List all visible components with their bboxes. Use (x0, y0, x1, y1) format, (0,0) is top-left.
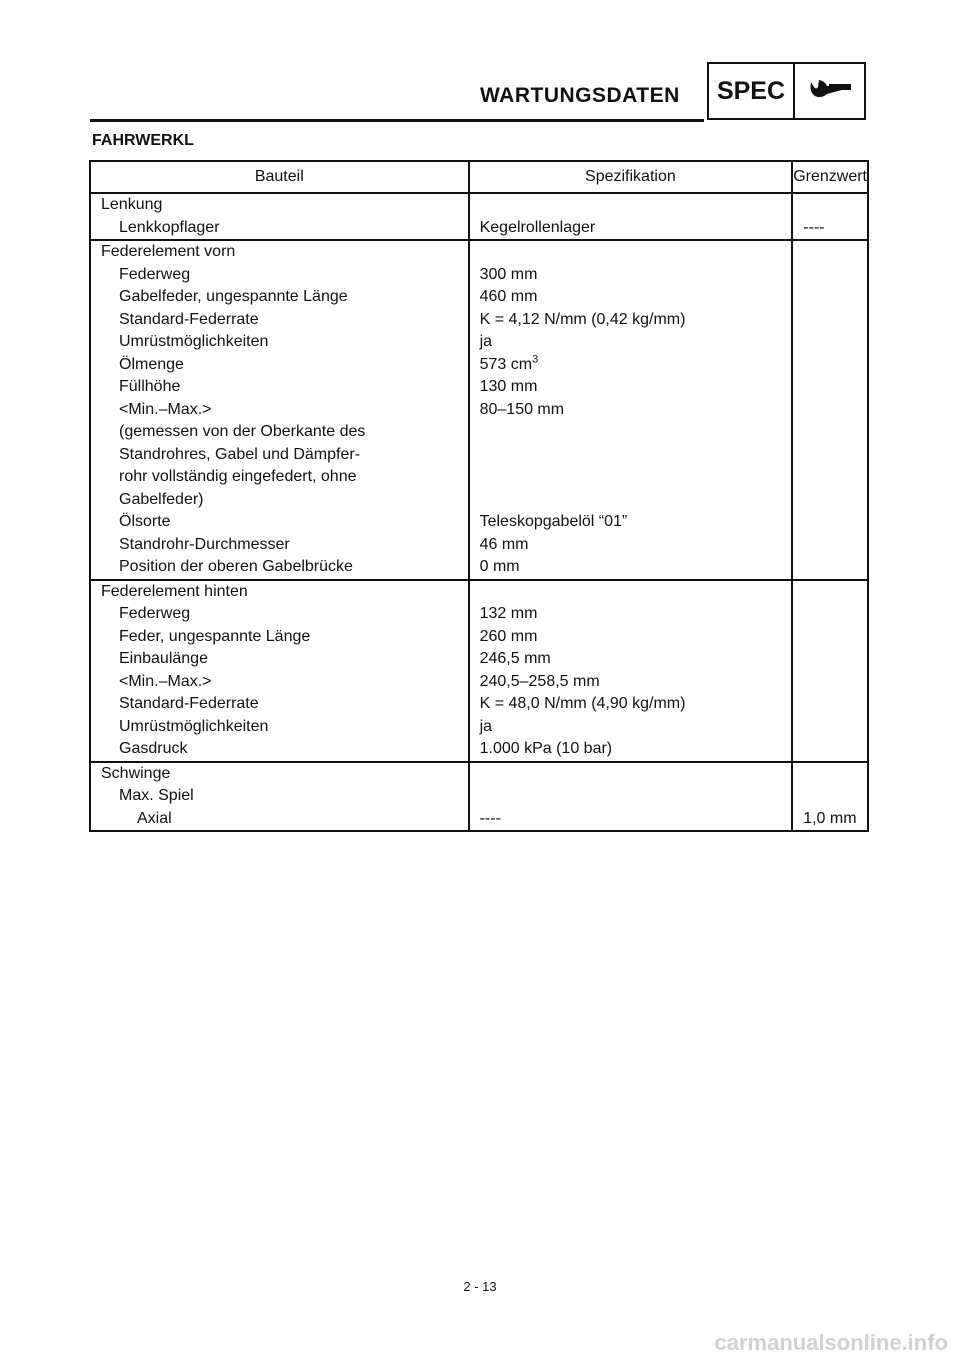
section-title: FAHRWERKL (92, 132, 194, 149)
table-row (90, 399, 868, 422)
cell-spezifikation (469, 217, 793, 241)
cell-spezifikation-text: 240,5–258,5 mm (479, 672, 600, 690)
cell-spezifikation-text: 246,5 mm (479, 650, 551, 667)
cell-spezifikation-text: 1.000 kPa (10 bar) (479, 740, 613, 757)
cell-spezifikation-text: 130 mm (479, 378, 538, 395)
cell-spezifikation-text: 260 mm (479, 627, 538, 645)
table-row (90, 693, 868, 716)
cell-spezifikation (469, 421, 793, 444)
cell-grenzwert (792, 580, 868, 604)
cell-grenzwert (792, 264, 868, 287)
table-row (90, 648, 868, 671)
cell-grenzwert (792, 399, 868, 422)
cell-bauteil: Position der oberen Gabelbrücke (90, 556, 469, 580)
cell-bauteil: Federweg (90, 603, 469, 626)
header-rule (90, 119, 704, 122)
cell-bauteil: Max. Spiel (90, 785, 469, 808)
cell-spezifikation (469, 354, 793, 377)
cell-spezifikation (469, 785, 793, 808)
cell-spezifikation (469, 399, 793, 422)
cell-grenzwert (792, 331, 868, 354)
table-row (90, 580, 868, 604)
cell-bauteil: Lenkung (90, 193, 469, 217)
cell-spezifikation (469, 193, 793, 217)
cell-spezifikation-text: 46 mm (479, 535, 529, 553)
cell-spezifikation (469, 716, 793, 739)
table-row (90, 489, 868, 512)
cell-spezifikation (469, 240, 793, 264)
table-row (90, 556, 868, 580)
spec-badge (707, 62, 866, 120)
table-row (90, 286, 868, 309)
cell-bauteil: Standrohr-Durchmesser (90, 534, 469, 557)
cell-spezifikation-text: K = 4,12 N/mm (0,42 kg/mm) (479, 310, 686, 328)
cell-spezifikation-text: 300 mm (479, 265, 538, 283)
cell-spezifikation (469, 264, 793, 287)
cell-bauteil: Lenkkopflager (90, 217, 469, 241)
cell-spezifikation (469, 511, 793, 534)
cell-grenzwert (792, 444, 868, 467)
cell-spezifikation-text: ja (479, 333, 493, 350)
cell-spezifikation (469, 556, 793, 580)
cell-bauteil: Federelement vorn (90, 240, 469, 264)
cell-grenzwert (792, 738, 868, 762)
cell-spezifikation (469, 580, 793, 604)
spec-table-body (90, 193, 868, 831)
cell-bauteil: (gemessen von der Oberkante des (90, 421, 469, 444)
cell-grenzwert (792, 785, 868, 808)
wrench-icon (795, 64, 864, 118)
cell-spezifikation (469, 309, 793, 332)
cell-spezifikation (469, 671, 793, 694)
cell-bauteil: Standard-Federrate (90, 309, 469, 332)
cell-bauteil: Ölmenge (90, 354, 469, 377)
cell-spezifikation (469, 693, 793, 716)
watermark: carmanualsonline.info (714, 1330, 948, 1355)
cell-bauteil: Standard-Federrate (90, 693, 469, 716)
cell-spezifikation (469, 738, 793, 762)
cell-spezifikation (469, 534, 793, 557)
cell-bauteil: Federelement hinten (90, 580, 469, 604)
cell-grenzwert (792, 626, 868, 649)
cell-grenzwert (792, 354, 868, 377)
cell-spezifikation-text: 460 mm (479, 288, 538, 305)
table-header-row (90, 161, 868, 193)
cell-spezifikation (469, 466, 793, 489)
table-row (90, 603, 868, 626)
table-row (90, 444, 868, 467)
column-header-grenzwert: Grenzwert (792, 161, 868, 193)
cell-bauteil: Umrüstmöglichkeiten (90, 716, 469, 739)
cell-bauteil: Ölsorte (90, 511, 469, 534)
table-row (90, 376, 868, 399)
cell-spezifikation (469, 762, 793, 786)
table-row (90, 762, 868, 786)
table-row (90, 808, 868, 832)
table-row (90, 217, 868, 241)
table-row (90, 671, 868, 694)
cell-grenzwert (792, 648, 868, 671)
table-row (90, 716, 868, 739)
cell-grenzwert (792, 286, 868, 309)
cell-spezifikation (469, 376, 793, 399)
cell-spezifikation-text: 132 mm (479, 605, 538, 622)
cell-grenzwert (792, 693, 868, 716)
cell-spezifikation (469, 489, 793, 512)
page-number: 2 - 13 (463, 1279, 497, 1294)
cell-spezifikation (469, 808, 793, 832)
table-row (90, 354, 868, 377)
table-row (90, 534, 868, 557)
cell-grenzwert (792, 603, 868, 626)
cell-grenzwert: 1,0 mm (792, 808, 868, 832)
cell-grenzwert (792, 193, 868, 217)
cell-bauteil: Füllhöhe (90, 376, 469, 399)
cell-grenzwert (792, 671, 868, 694)
table-row (90, 264, 868, 287)
cell-grenzwert (792, 762, 868, 786)
cell-bauteil: Gabelfeder) (90, 489, 469, 512)
cell-bauteil: Standrohres, Gabel und Dämpfer- (90, 444, 469, 467)
cell-grenzwert (792, 421, 868, 444)
column-header-spezifikation: Spezifikation (469, 161, 793, 193)
table-row (90, 511, 868, 534)
cell-spezifikation (469, 331, 793, 354)
cell-grenzwert (792, 716, 868, 739)
cell-spezifikation-text: ja (479, 717, 493, 735)
cell-spezifikation-text: 0 mm (479, 558, 520, 575)
table-row (90, 466, 868, 489)
cell-bauteil: rohr vollständig eingefedert, ohne (90, 466, 469, 489)
cell-bauteil: Gasdruck (90, 738, 469, 762)
table-row (90, 331, 868, 354)
cell-spezifikation-text: ---- (479, 809, 501, 827)
cell-grenzwert: ---- (792, 217, 868, 241)
cell-spezifikation-text: 573 cm (479, 355, 533, 373)
cell-bauteil: Axial (90, 808, 469, 832)
cell-spezifikation (469, 286, 793, 309)
table-row (90, 421, 868, 444)
cell-spezifikation-text: Kegelrollenlager (479, 218, 596, 236)
cell-spezifikation-text: 80–150 mm (479, 400, 565, 418)
cell-grenzwert (792, 534, 868, 557)
cell-grenzwert (792, 376, 868, 399)
cell-spezifikation (469, 626, 793, 649)
cell-grenzwert (792, 466, 868, 489)
cell-bauteil: <Min.–Max.> (90, 399, 469, 422)
table-row (90, 626, 868, 649)
cell-bauteil: Einbaulänge (90, 648, 469, 671)
cell-bauteil: <Min.–Max.> (90, 671, 469, 694)
cell-bauteil: Feder, ungespannte Länge (90, 626, 469, 649)
spec-label: SPEC (709, 64, 795, 118)
column-header-bauteil: Bauteil (90, 161, 469, 193)
table-row (90, 309, 868, 332)
table-row (90, 193, 868, 217)
cell-bauteil: Gabelfeder, ungespannte Länge (90, 286, 469, 309)
cell-spezifikation (469, 444, 793, 467)
table-row (90, 738, 868, 762)
cell-grenzwert (792, 309, 868, 332)
spec-table (89, 160, 869, 832)
cell-grenzwert (792, 556, 868, 580)
cell-spezifikation (469, 603, 793, 626)
cell-bauteil: Federweg (90, 264, 469, 287)
cell-grenzwert (792, 511, 868, 534)
cell-bauteil: Umrüstmöglichkeiten (90, 331, 469, 354)
cell-spezifikation-text: K = 48,0 N/mm (4,90 kg/mm) (479, 695, 686, 712)
cell-grenzwert (792, 489, 868, 512)
cell-spezifikation (469, 648, 793, 671)
page-title: WARTUNGSDATEN (480, 84, 680, 107)
table-row (90, 785, 868, 808)
cell-spezifikation-text: Teleskopgabelöl “01” (479, 513, 628, 530)
table-row (90, 240, 868, 264)
cell-grenzwert (792, 240, 868, 264)
cell-bauteil: Schwinge (90, 762, 469, 786)
superscript: 3 (532, 353, 539, 366)
